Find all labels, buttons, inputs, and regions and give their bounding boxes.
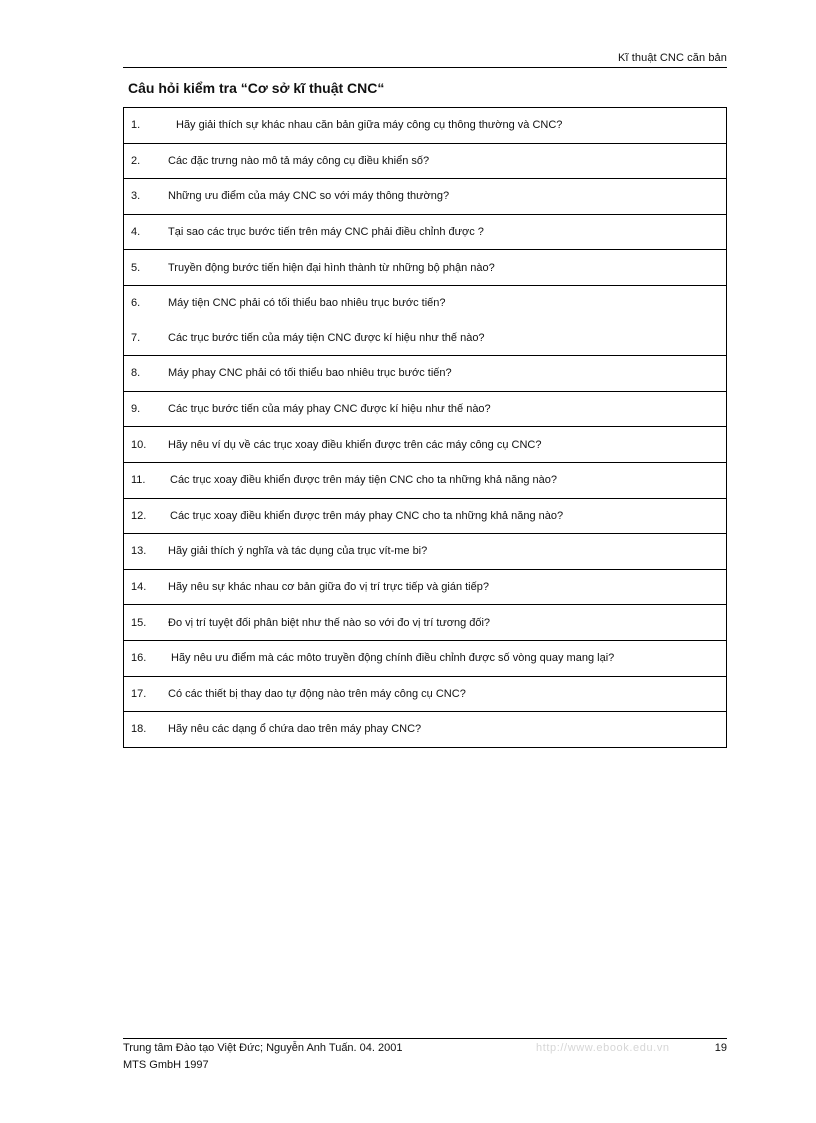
question-row [124,214,727,250]
question-number: 11. [124,462,169,498]
question-row [124,179,727,215]
question-row [124,250,727,286]
question-row [124,391,727,427]
question-row [124,498,727,534]
question-text: Các trục bước tiến của máy phay CNC được kí hiệu như thế nào? [168,391,727,427]
question-row [124,712,727,748]
question-text: Truyền động bước tiến hiện đại hình thành từ những bộ phận nào? [168,250,727,286]
question-text: Hãy giải thích sự khác nhau căn bản giữa máy công cụ thông thường và CNC? [168,108,727,144]
page-title: Câu hỏi kiểm tra “Cơ sở kĩ thuật CNC“ [128,80,385,96]
question-text: Những ưu điểm của máy CNC so với máy thông thường? [168,179,727,215]
question-row [124,534,727,570]
question-text: Hãy nêu ưu điểm mà các môto truyền động chính điều chỉnh được số vòng quay mang lại? [168,640,727,676]
question-text: Các đặc trưng nào mô tả máy công cụ điều khiển số? [168,143,727,179]
question-text: Các trục xoay điều khiển được trên máy phay CNC cho ta những khả năng nào? [168,498,727,534]
question-row [124,640,727,676]
question-row [124,356,727,392]
question-number: 5. [124,250,169,286]
question-number: 2. [124,143,169,179]
question-number: 1. [124,108,169,144]
question-number: 7. [131,331,141,344]
question-number: 6. [124,285,169,320]
footer-copyright: MTS GmbH 1997 [123,1059,209,1071]
question-row [124,321,727,356]
question-number: 4. [124,214,169,250]
question-number: 12. [124,498,169,534]
question-text: Các trục xoay điều khiển được trên máy tiện CNC cho ta những khả năng nào? [168,462,727,498]
question-number: 13. [124,534,169,570]
question-row [124,427,727,463]
header-rule [123,67,727,68]
question-number: 18. [124,712,169,748]
question-number: 16. [124,640,169,676]
page-number: 19 [714,1042,727,1054]
question-text: Máy phay CNC phải có tối thiểu bao nhiêu trục bước tiến? [168,356,727,392]
question-row [124,143,727,179]
footer-rule [123,1038,727,1039]
question-text: Hãy nêu sự khác nhau cơ bản giữa đo vị trí trực tiếp và gián tiếp? [168,569,727,605]
question-number: 17. [124,676,169,712]
question-text: Máy tiện CNC phải có tối thiểu bao nhiêu trục bước tiến? [168,285,727,320]
running-header: Kĩ thuật CNC căn bản [617,52,727,64]
question-number: 14. [124,569,169,605]
footer-credit: Trung tâm Đào tạo Việt Đức; Nguyễn Anh Tuấn. 04. 2001 [123,1042,403,1054]
question-number: 8. [124,356,169,392]
question-number: 15. [124,605,169,641]
questions-table [123,107,727,748]
question-row [124,605,727,641]
question-text: Hãy nêu ví dụ về các trục xoay điều khiển được trên các máy công cụ CNC? [168,427,727,463]
watermark-url: http://www.ebook.edu.vn [536,1042,670,1054]
question-row [124,462,727,498]
question-text: Các trục bước tiến của máy tiện CNC được kí hiệu như thế nào? [168,331,485,344]
question-text: Hãy nêu các dạng ổ chứa dao trên máy phay CNC? [168,712,727,748]
question-number: 10. [124,427,169,463]
question-text: Có các thiết bị thay dao tự động nào trên máy công cụ CNC? [168,676,727,712]
question-row [124,569,727,605]
question-number: 3. [124,179,169,215]
question-text: Hãy giải thích ý nghĩa và tác dụng của trục vít-me bi? [168,534,727,570]
question-text: Đo vị trí tuyệt đối phân biệt như thế nào so với đo vị trí tương đối? [168,605,727,641]
question-row [124,676,727,712]
question-text: Tại sao các trục bước tiến trên máy CNC phải điều chỉnh được ? [168,214,727,250]
question-row [124,285,727,320]
question-number: 9. [124,391,169,427]
question-row [124,108,727,144]
